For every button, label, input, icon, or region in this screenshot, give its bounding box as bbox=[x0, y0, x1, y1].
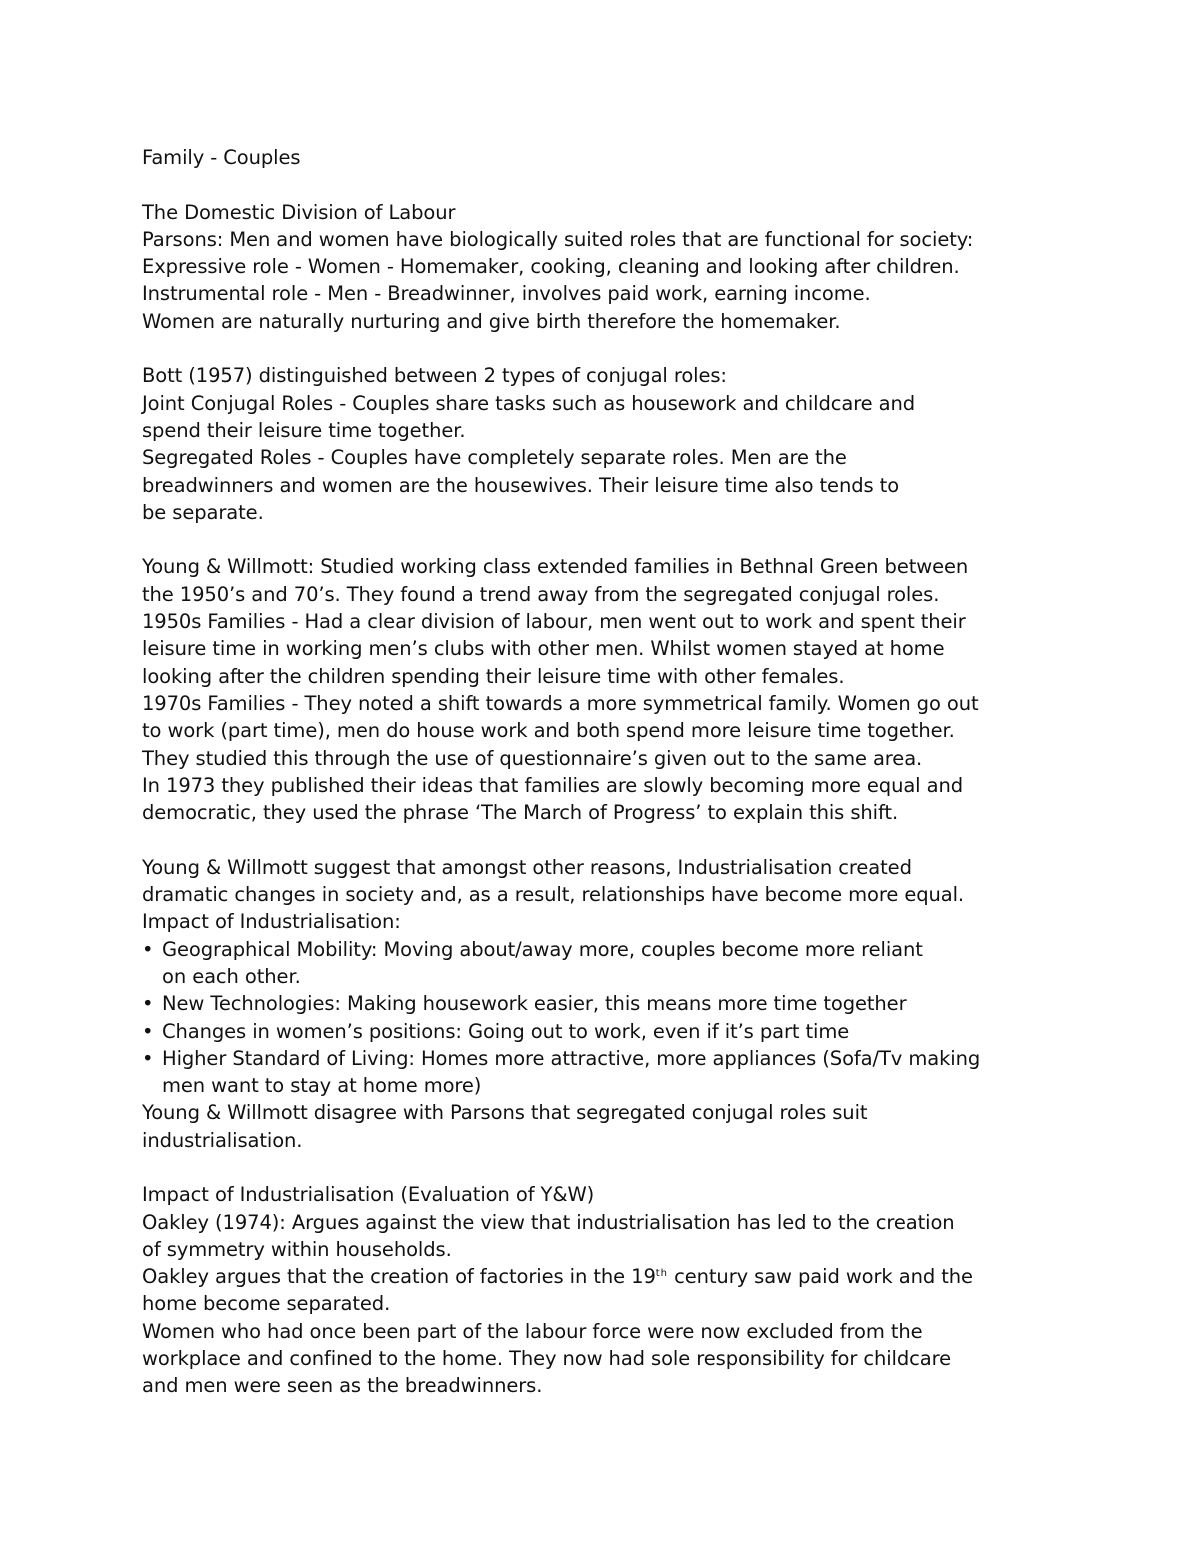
text-line: Young & Willmott suggest that amongst other reasons, Industrialisation created bbox=[142, 855, 912, 879]
text-line: the 1950’s and 70’s. They found a trend away from the segregated conjugal roles. bbox=[142, 582, 940, 606]
text-segment: Oakley argues that the creation of factories in the 19 bbox=[142, 1265, 656, 1289]
bullet-text: New Technologies: Making housework easier, this means more time together bbox=[162, 992, 907, 1016]
text-line: Young & Willmott disagree with Parsons that segregated conjugal roles suit bbox=[142, 1101, 868, 1125]
text-segment: century saw paid work and the bbox=[668, 1265, 973, 1289]
text-line: Women are naturally nurturing and give birth therefore the homemaker. bbox=[142, 309, 841, 333]
text-line: home become separated. bbox=[142, 1292, 391, 1316]
text-line: Bott (1957) distinguished between 2 types of conjugal roles: bbox=[142, 364, 727, 388]
bullet-text: Higher Standard of Living: Homes more attractive, more appliances (Sofa/Tv making bbox=[162, 1046, 981, 1070]
bullet-item bbox=[142, 936, 1142, 963]
text-line: Women who had once been part of the labour force were now excluded from the bbox=[142, 1319, 923, 1343]
text-line: Oakley (1974): Argues against the view that industrialisation has led to the creation bbox=[142, 1210, 955, 1234]
text-line: looking after the children spending their leisure time with other females. bbox=[142, 664, 845, 688]
bullet-item bbox=[142, 1018, 1142, 1045]
text-line bbox=[142, 1263, 1142, 1290]
section-heading-domestic-division: The Domestic Division of Labour bbox=[142, 200, 456, 224]
document-title: Family - Couples bbox=[142, 146, 301, 169]
text-line: They studied this through the use of questionnaire’s given out to the same area. bbox=[142, 746, 923, 770]
text-line: In 1973 they published their ideas that families are slowly becoming more equal and bbox=[142, 773, 963, 797]
bullet-text: Geographical Mobility: Moving about/away more, couples become more reliant bbox=[162, 937, 923, 961]
bullet-continuation: on each other. bbox=[162, 964, 301, 988]
text-line: democratic, they used the phrase ‘The March of Progress’ to explain this shift. bbox=[142, 801, 899, 825]
text-line: Segregated Roles - Couples have completely separate roles. Men are the bbox=[142, 446, 847, 470]
bullet-icon: • bbox=[142, 992, 154, 1016]
paragraph-gap bbox=[142, 171, 1142, 198]
text-line: be separate. bbox=[142, 500, 264, 524]
text-line: spend their leisure time together. bbox=[142, 418, 466, 442]
bullet-icon: • bbox=[142, 1046, 154, 1070]
bullet-item bbox=[142, 990, 1142, 1017]
text-line: of symmetry within households. bbox=[142, 1237, 452, 1261]
paragraph-gap bbox=[142, 1154, 1142, 1181]
paragraph-gap bbox=[142, 526, 1142, 553]
bullet-continuation: men want to stay at home more) bbox=[162, 1074, 482, 1098]
bullet-item bbox=[142, 1045, 1142, 1072]
document-page bbox=[142, 144, 1142, 1400]
text-line: dramatic changes in society and, as a result, relationships have become more equal. bbox=[142, 883, 965, 907]
text-line: to work (part time), men do house work and both spend more leisure time together. bbox=[142, 719, 955, 743]
paragraph-gap bbox=[142, 826, 1142, 853]
text-line: workplace and confined to the home. They now had sole responsibility for childcare bbox=[142, 1347, 952, 1371]
text-line: Impact of Industrialisation: bbox=[142, 910, 401, 934]
superscript: th bbox=[655, 1268, 669, 1280]
bullet-icon: • bbox=[142, 937, 154, 961]
text-line: and men were seen as the breadwinners. bbox=[142, 1374, 543, 1398]
bullet-text: Changes in women’s positions: Going out to work, even if it’s part time bbox=[162, 1019, 850, 1043]
bullet-icon: • bbox=[142, 1019, 154, 1043]
text-line: Expressive role - Women - Homemaker, cooking, cleaning and looking after children. bbox=[142, 255, 960, 279]
text-line: 1950s Families - Had a clear division of labour, men went out to work and spent their bbox=[142, 610, 966, 634]
text-line: Instrumental role - Men - Breadwinner, involves paid work, earning income. bbox=[142, 282, 871, 306]
text-line: Parsons: Men and women have biologically suited roles that are functional for society: bbox=[142, 227, 974, 251]
text-line: Joint Conjugal Roles - Couples share tasks such as housework and childcare and bbox=[142, 391, 916, 415]
text-line: leisure time in working men’s clubs with other men. Whilst women stayed at home bbox=[142, 637, 945, 661]
text-line: Young & Willmott: Studied working class extended families in Bethnal Green between bbox=[142, 555, 969, 579]
text-line: industrialisation. bbox=[142, 1128, 303, 1152]
text-line: 1970s Families - They noted a shift towards a more symmetrical family. Women go out bbox=[142, 691, 979, 715]
section-heading-evaluation: Impact of Industrialisation (Evaluation of Y&W) bbox=[142, 1183, 595, 1207]
text-line: breadwinners and women are the housewives. Their leisure time also tends to bbox=[142, 473, 900, 497]
paragraph-gap bbox=[142, 335, 1142, 362]
